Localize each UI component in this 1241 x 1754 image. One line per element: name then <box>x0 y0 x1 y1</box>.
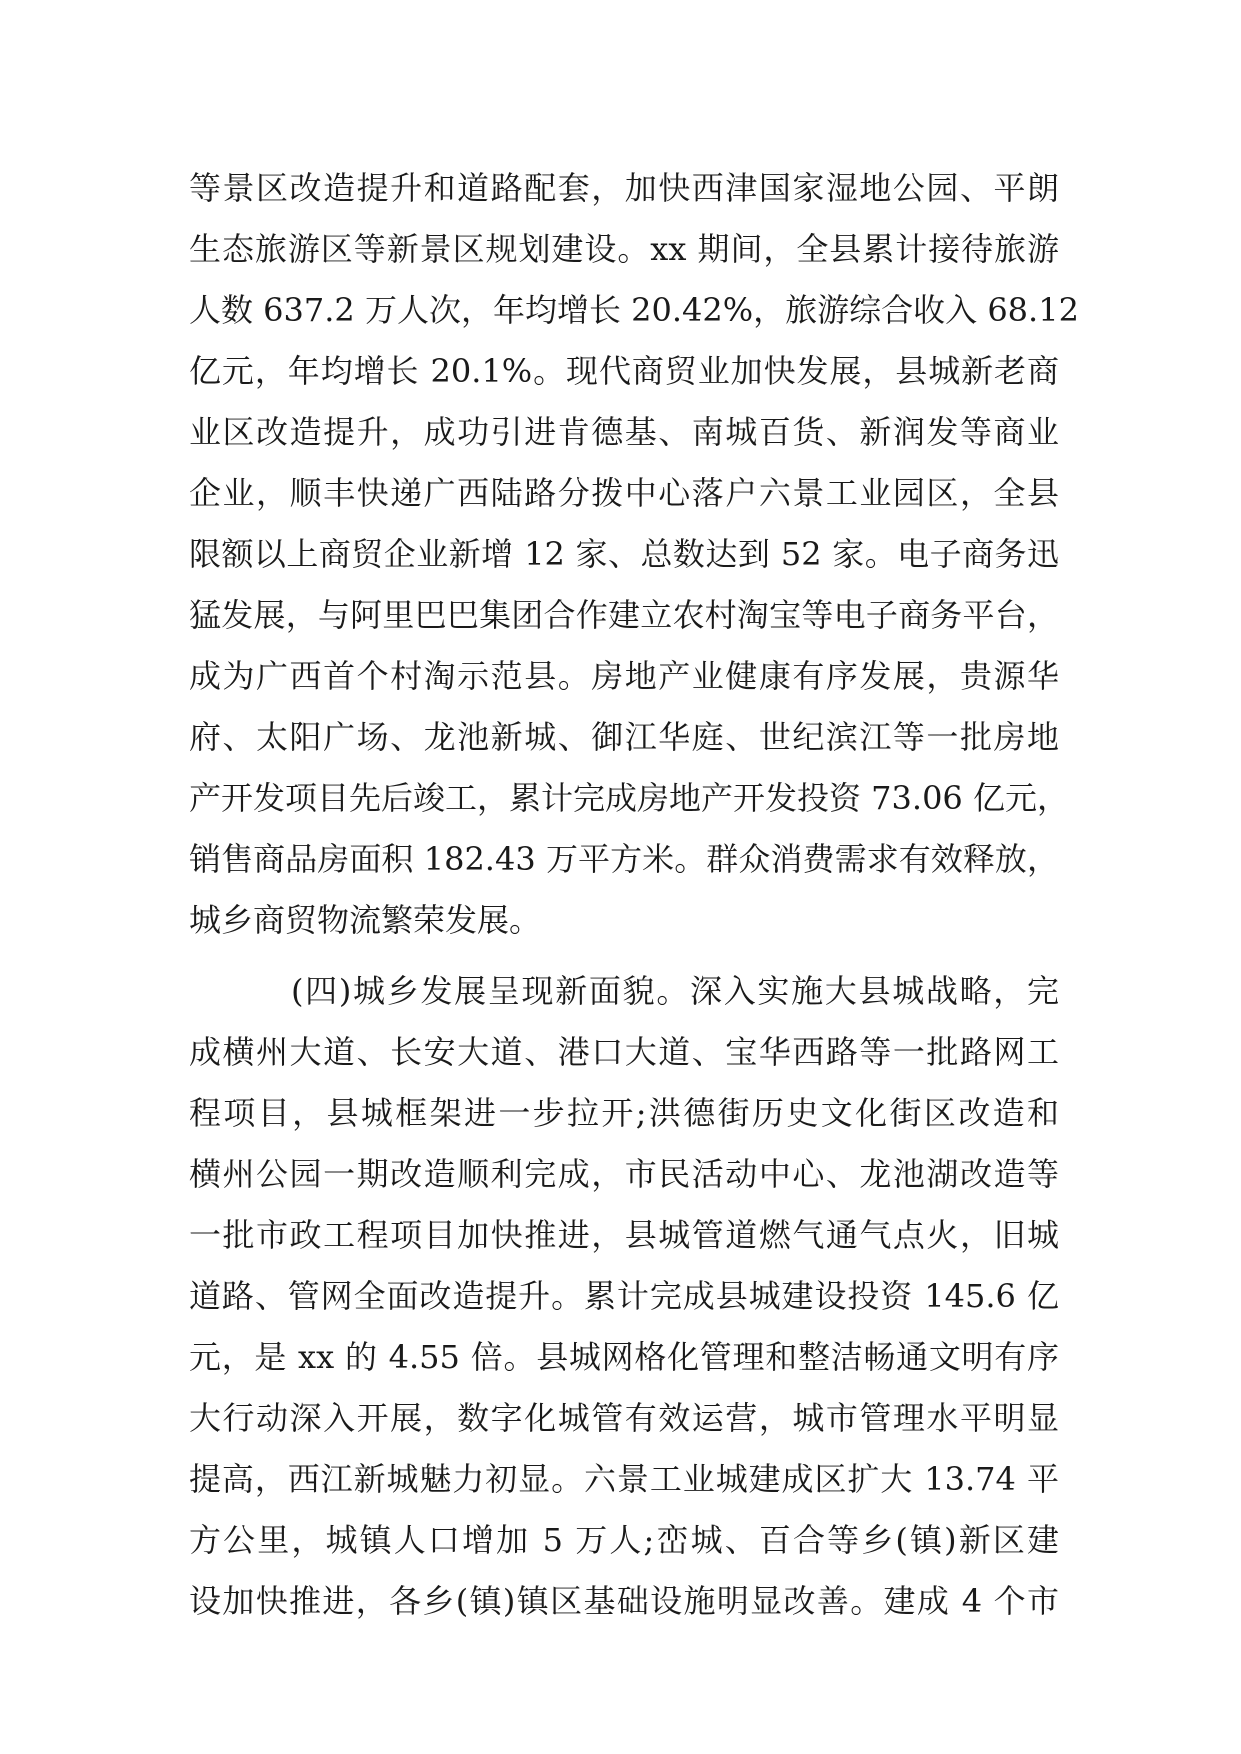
text-line: 销售商品房面积 182.43 万平方米。群众消费需求有效释放， <box>189 840 1059 878</box>
text-line: 一批市政工程项目加快推进，县城管道燃气通气点火，旧城 <box>189 1216 1059 1254</box>
text-line: 猛发展，与阿里巴巴集团合作建立农村淘宝等电子商务平台， <box>189 596 1059 634</box>
text-line: 成为广西首个村淘示范县。房地产业健康有序发展，贵源华 <box>189 657 1059 695</box>
text-line: 限额以上商贸企业新增 12 家、总数达到 52 家。电子商务迅 <box>189 535 1059 573</box>
text-line: 人数 637.2 万人次，年均增长 20.42%，旅游综合收入 68.12 <box>189 291 1079 329</box>
section-heading-line: (四)城乡发展呈现新面貌。深入实施大县城战略，完 <box>291 972 1059 1010</box>
text-line: 方公里，城镇人口增加 5 万人;峦城、百合等乡(镇)新区建 <box>189 1521 1059 1559</box>
paragraph-urban-rural-development <box>189 961 1059 1632</box>
text-line: 生态旅游区等新景区规划建设。xx 期间，全县累计接待旅游 <box>189 230 1059 268</box>
document-body <box>189 158 1079 1632</box>
text-line: 元，是 xx 的 4.55 倍。县城网格化管理和整洁畅通文明有序 <box>189 1338 1059 1376</box>
text-line: 道路、管网全面改造提升。累计完成县城建设投资 145.6 亿 <box>189 1277 1059 1315</box>
paragraph-tourism-commerce <box>189 158 1079 951</box>
text-line: 业区改造提升，成功引进肯德基、南城百货、新润发等商业 <box>189 413 1059 451</box>
text-line: 产开发项目先后竣工，累计完成房地产开发投资 73.06 亿元， <box>189 779 1069 817</box>
text-line: 府、太阳广场、龙池新城、御江华庭、世纪滨江等一批房地 <box>189 718 1059 756</box>
text-line: 成横州大道、长安大道、港口大道、宝华西路等一批路网工 <box>189 1033 1059 1071</box>
text-line: 设加快推进，各乡(镇)镇区基础设施明显改善。建成 4 个市 <box>189 1582 1059 1620</box>
paragraph-spacer <box>189 951 1059 961</box>
text-line: 横州公园一期改造顺利完成，市民活动中心、龙池湖改造等 <box>189 1155 1059 1193</box>
text-line: 程项目，县城框架进一步拉开;洪德街历史文化街区改造和 <box>189 1094 1059 1132</box>
text-line: 大行动深入开展，数字化城管有效运营，城市管理水平明显 <box>189 1399 1059 1437</box>
text-line: 等景区改造提升和道路配套，加快西津国家湿地公园、平朗 <box>189 169 1059 207</box>
text-line: 企业，顺丰快递广西陆路分拨中心落户六景工业园区，全县 <box>189 474 1059 512</box>
text-line: 亿元，年均增长 20.1%。现代商贸业加快发展，县城新老商 <box>189 352 1059 390</box>
text-line: 城乡商贸物流繁荣发展。 <box>189 901 542 939</box>
text-line: 提高，西江新城魅力初显。六景工业城建成区扩大 13.74 平 <box>189 1460 1059 1498</box>
